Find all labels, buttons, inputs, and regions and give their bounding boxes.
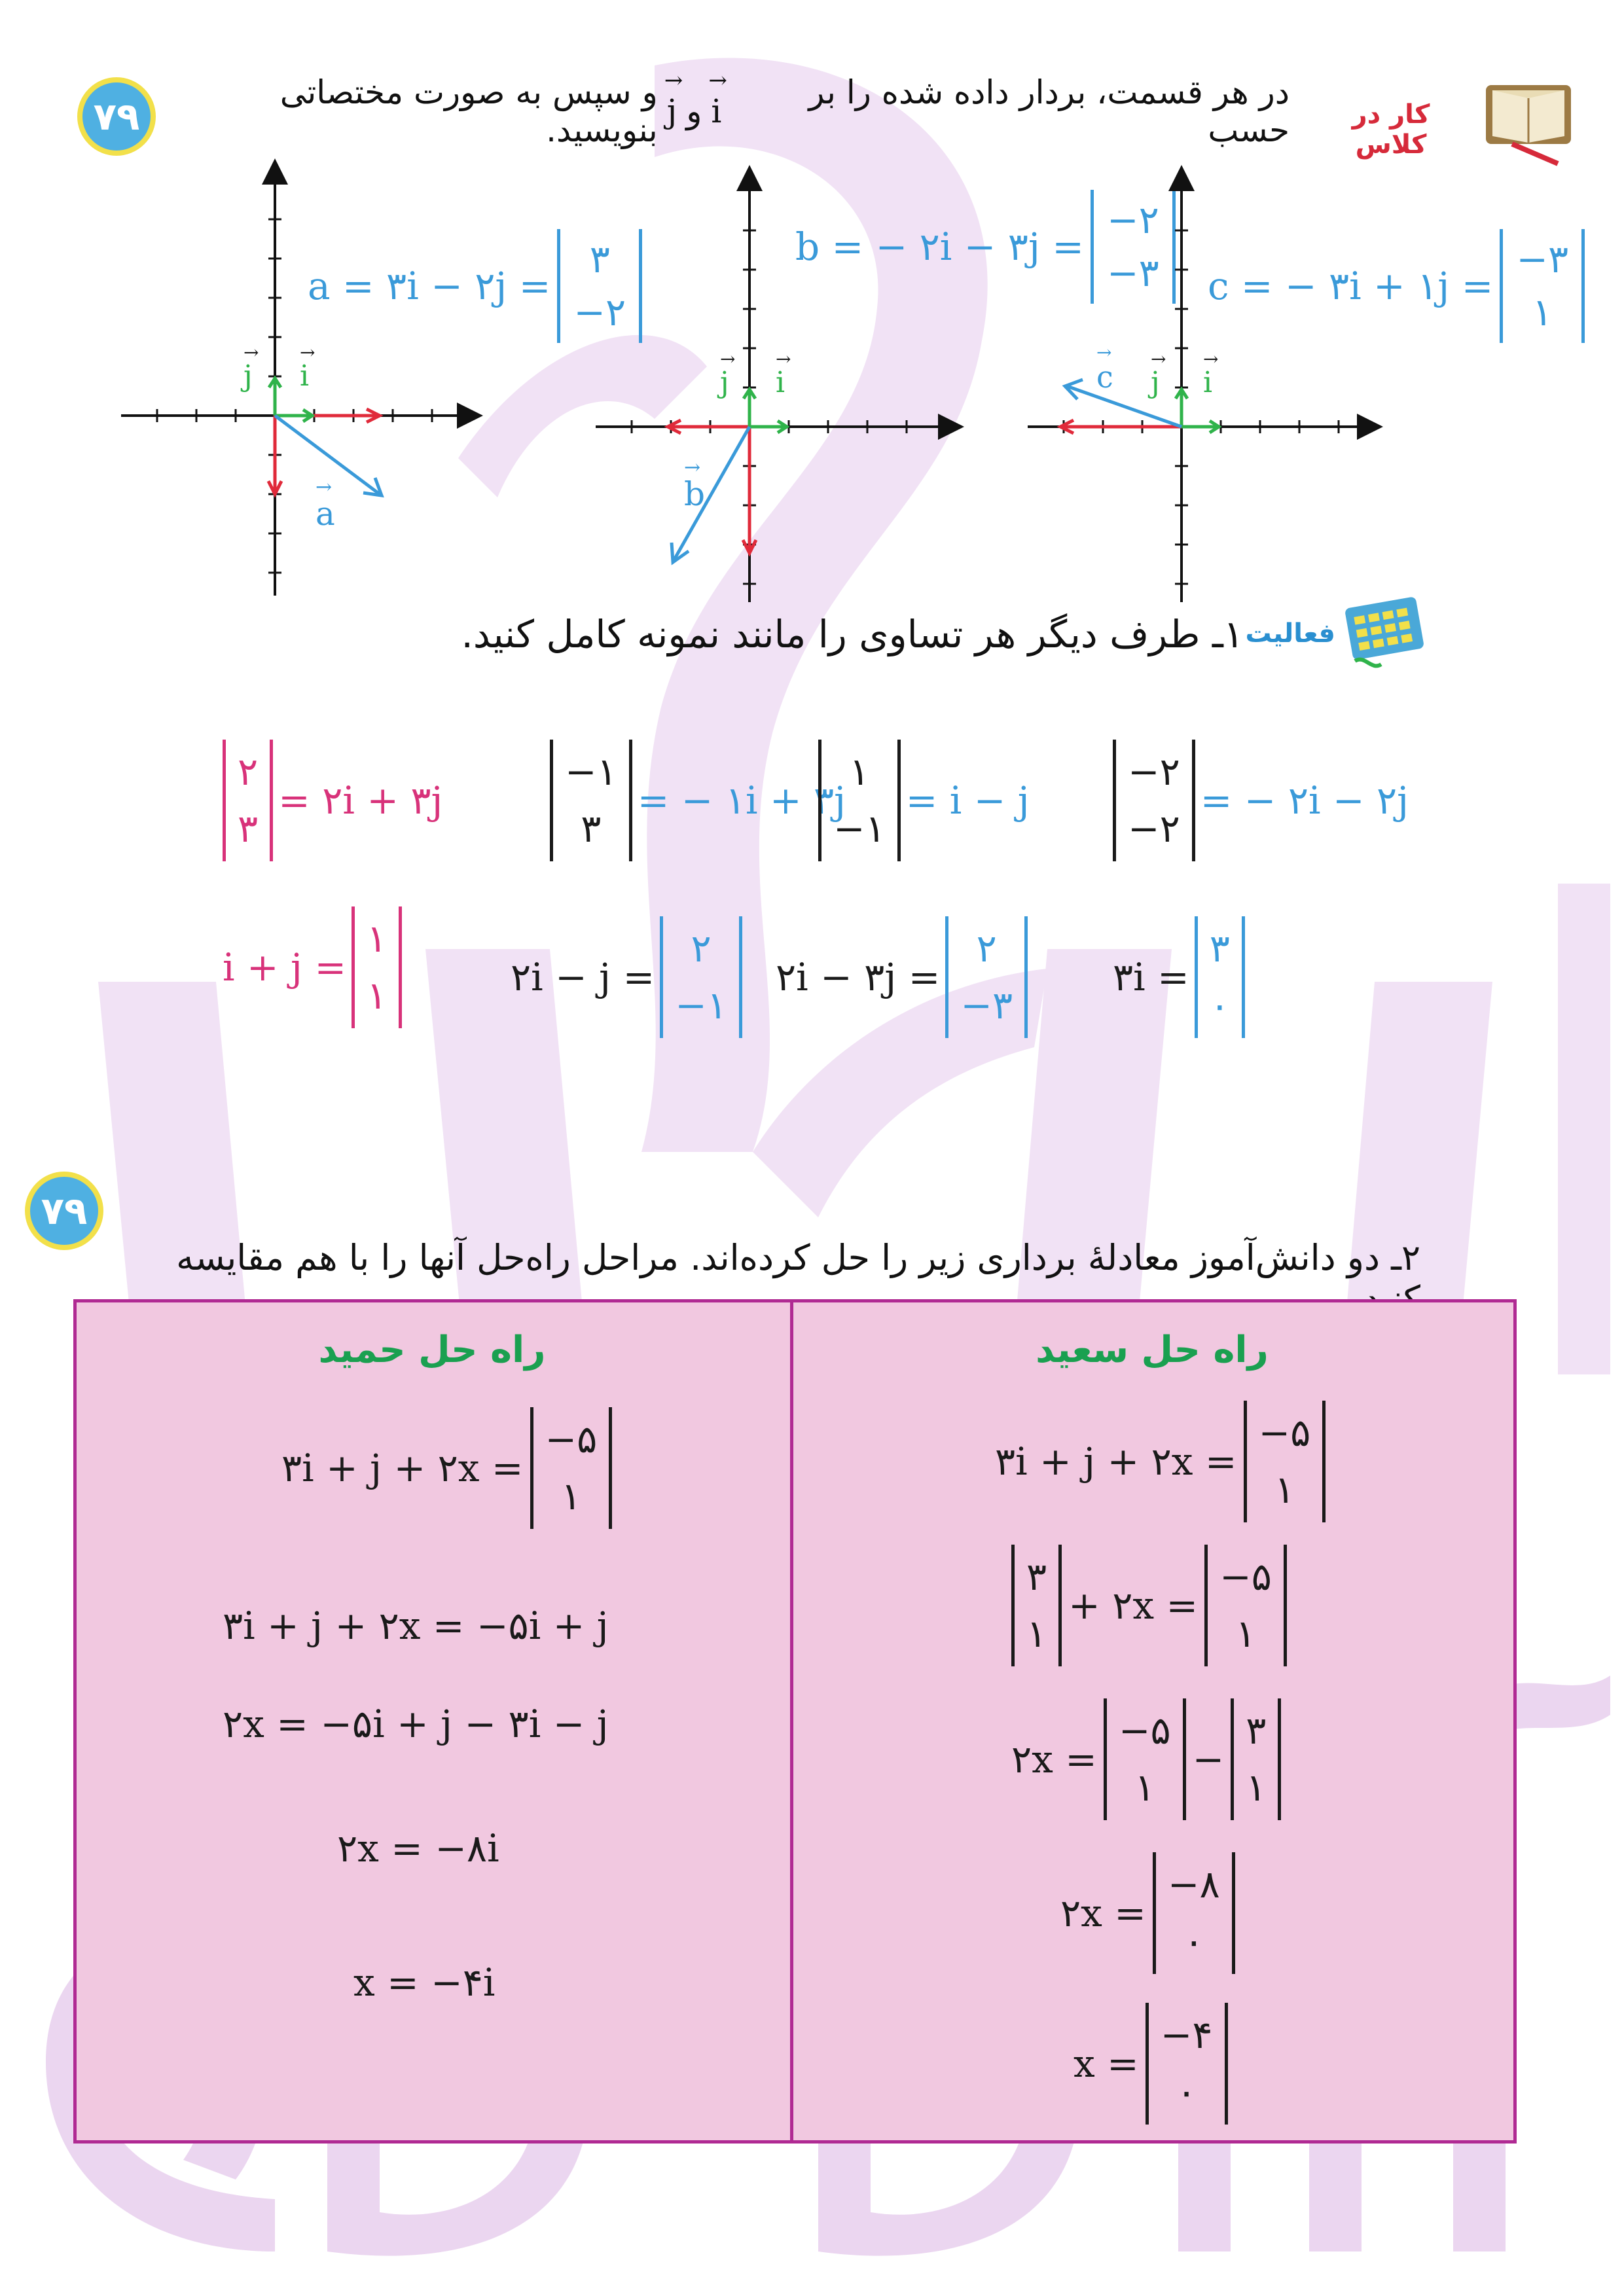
hamid-title: راه حل حمید bbox=[318, 1329, 546, 1371]
graph-b-matrix: −۲ −۳ bbox=[1091, 190, 1176, 304]
activity-r2-item2: ۲i − j = ۲ −۱ bbox=[511, 916, 742, 1038]
hamid-step3: ۲x = −۵i + j − ۳i − j bbox=[223, 1702, 609, 1746]
saeed-step3: ۲x = −۵ ۱ − ۳ ۱ bbox=[1011, 1698, 1281, 1820]
saeed-step2-matrix2: −۵ ۱ bbox=[1204, 1545, 1287, 1666]
activity-r1-item4-matrix: −۲ −۲ bbox=[1113, 740, 1195, 861]
activity-r1-item1: ۲ ۳ = ۲i + ۳j bbox=[223, 740, 443, 861]
activity-r2-item3: ۲i − ۳j = ۲ −۳ bbox=[776, 916, 1028, 1038]
graph-a-i-label: → i bbox=[300, 342, 316, 393]
activity-r2-item4: ۳i = ۳ ۰ bbox=[1113, 916, 1245, 1038]
page-number-badge bbox=[77, 77, 156, 156]
saeed-step1-matrix: −۵ ۱ bbox=[1244, 1401, 1326, 1522]
graph-c-i-label: → i bbox=[1203, 348, 1219, 399]
graph-c-vector-label: → c bbox=[1096, 342, 1113, 395]
graph-c-j-label: → j bbox=[1151, 348, 1166, 399]
saeed-step4: ۲x = −۸ ۰ bbox=[1060, 1852, 1235, 1974]
book-icon bbox=[1473, 59, 1584, 170]
saeed-step1: ۳i + j + ۲x = −۵ ۱ bbox=[995, 1401, 1326, 1522]
hamid-step1-matrix: −۵ ۱ bbox=[530, 1407, 613, 1529]
saeed-step3-matrix2: ۳ ۱ bbox=[1231, 1698, 1281, 1820]
saeed-step5-matrix: −۴ ۰ bbox=[1146, 2003, 1228, 2125]
activity-r2-item3-matrix: ۲ −۳ bbox=[945, 916, 1028, 1038]
activity-r1-item4: −۲ −۲ = − ۲i − ۲j bbox=[1113, 740, 1409, 861]
page-number-2: ۷۹ bbox=[41, 1189, 88, 1233]
unit-vector-j: → j bbox=[664, 67, 683, 130]
saeed-step5: x = −۴ ۰ bbox=[1074, 2003, 1228, 2125]
hamid-step1: ۳i + j + ۲x = −۵ ۱ bbox=[281, 1407, 612, 1529]
graph-a-j-label: → j bbox=[244, 342, 259, 393]
calculator-icon bbox=[1335, 589, 1434, 681]
instruction-part-b: و سپس به صورت مختصاتی بنویسید. bbox=[280, 73, 658, 149]
graph-a-equation: a = ۳i − ۲j = ۳ −۲ bbox=[308, 229, 642, 343]
saeed-step2: ۳ ۱ + ۲x = −۵ ۱ bbox=[1011, 1545, 1287, 1666]
hamid-step5: x = −۴i bbox=[353, 1960, 496, 2005]
panel-divider bbox=[790, 1302, 793, 2140]
activity-r1-item1-matrix: ۲ ۳ bbox=[223, 740, 273, 861]
saeed-step4-matrix: −۸ ۰ bbox=[1153, 1852, 1235, 1974]
activity-question: ۱ـ طرف دیگر هر تساوی را مانند نمونه کامل کنید. bbox=[461, 612, 1244, 656]
activity-r1-item2: −۱ ۳ = − ۱i + ۳j bbox=[550, 740, 846, 861]
class-work-label: کار در کلاس bbox=[1352, 99, 1430, 160]
activity-r2-item4-matrix: ۳ ۰ bbox=[1195, 916, 1245, 1038]
graph-b-vector-label: → b bbox=[684, 456, 706, 513]
activity-r1-item2-matrix: −۱ ۳ bbox=[550, 740, 632, 861]
class-work-instruction bbox=[170, 67, 1290, 149]
hamid-step4: ۲x = −۸i bbox=[337, 1826, 499, 1871]
hamid-step2: ۳i + j + ۲x = −۵i + j bbox=[223, 1604, 609, 1648]
instruction-part-a: در هر قسمت، بردار داده شده را بر حسب bbox=[808, 73, 1290, 149]
unit-vector-i: → i bbox=[708, 67, 727, 130]
graph-a-vector-label: → a bbox=[316, 476, 335, 533]
activity-r2-item2-matrix: ۲ −۱ bbox=[660, 916, 742, 1038]
saeed-step2-matrix1: ۳ ۱ bbox=[1011, 1545, 1062, 1666]
graph-b-i-label: → i bbox=[776, 348, 791, 399]
graph-a-matrix: ۳ −۲ bbox=[557, 229, 642, 343]
page-number: ۷۹ bbox=[93, 94, 140, 139]
graph-c-equation: c = − ۳i + ۱j = −۳ ۱ bbox=[1208, 229, 1585, 343]
activity-r2-item1: i + j = ۱ ۱ bbox=[223, 906, 402, 1028]
question-2: ۲ـ دو دانش‌آموز معادلهٔ برداری زیر را حل کرده‌اند. مراحل راه‌حل آنها را با هم مقایسه bbox=[176, 1237, 1420, 1278]
graph-b-equation: b = − ۲i − ۳j = −۲ −۳ bbox=[795, 190, 1176, 304]
saeed-step3-matrix1: −۵ ۱ bbox=[1104, 1698, 1186, 1820]
activity-r1-item3: ۱ −۱ = i − j bbox=[818, 740, 1030, 861]
activity-r2-item1-matrix: ۱ ۱ bbox=[352, 906, 402, 1028]
page-number-badge-2 bbox=[25, 1172, 103, 1250]
graph-c-matrix: −۳ ۱ bbox=[1500, 229, 1585, 343]
activity-r1-item3-matrix: ۱ −۱ bbox=[818, 740, 901, 861]
graph-b-j-label: → j bbox=[720, 348, 736, 399]
saeed-title: راه حل سعید bbox=[1036, 1329, 1269, 1371]
activity-label: فعالیت bbox=[1245, 619, 1335, 649]
conjunction: و bbox=[686, 92, 702, 130]
